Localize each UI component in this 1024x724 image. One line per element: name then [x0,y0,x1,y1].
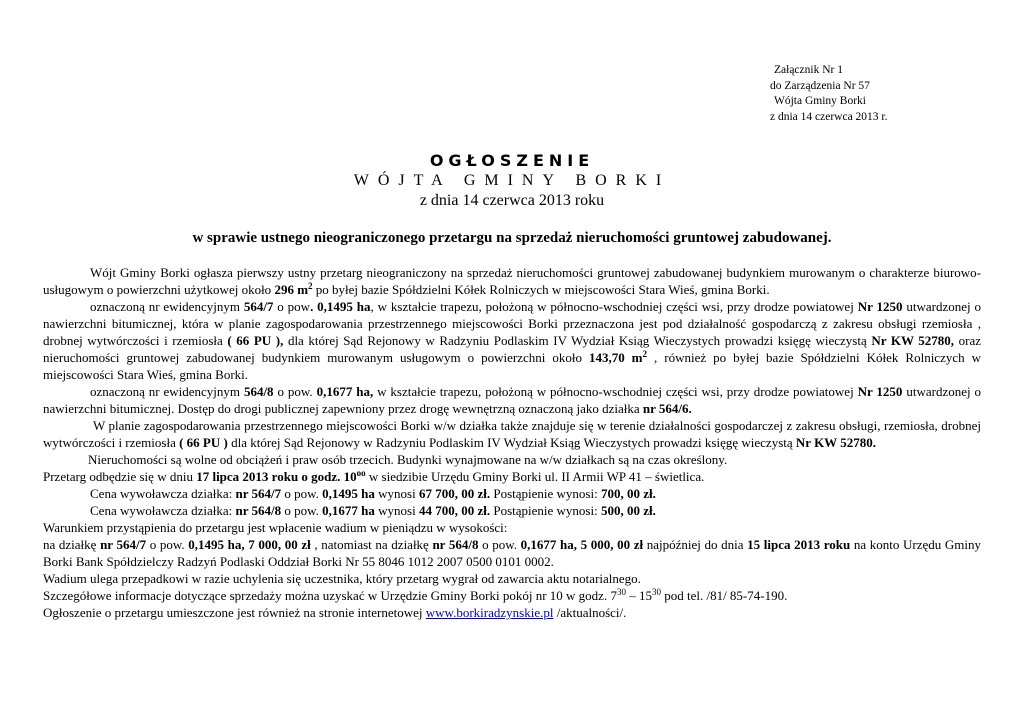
document-subtitle: WÓJTA GMINY BORKI [353,172,671,189]
annex-line-2: do Zarządzenia Nr 57 [770,79,870,92]
paragraph-intro: Wójt Gminy Borki ogłasza pierwszy ustny przetarg nieograniczony na sprzedaż nieruchomości gruntowej zabudowanej budynkiem murowanym o charakterze biurowo-usługowym o powierzchni użytkowej około 296 $m^2$ po byłej bazie Spółdzielni Kółek Rolniczych w miejscowości Stara Wieś, gmina Borki. [43,265,981,297]
paragraph-auction-date: Przetarg odbędzie się w dniu 17 lipca 2013 roku o godz. $10^{oo}$ w siedzibie Urzędu Gminy Borki ul. II Armii WP 41 – świetlica. [43,468,705,484]
annex-block [770,63,888,125]
paragraph-website: Ogłoszenie o przetargu umieszczone jest również na stronie internetowej www.borkiradzynskie.pl /aktualności/. [43,605,627,620]
paragraph-parcel-564-8: oznaczoną nr ewidencyjnym 564/8 o pow. 0,1677 ha, w kształcie trapezu, położoną w północno-wschodniej części wsi, przy drodze powiatowej Nr 1250 utwardzonej o nawierzchni bitumicznej. Dostęp do drogi publicznej zapewniony przez drogę wewnętrzną oznaczoną jako działka nr 564/6. [43,384,981,416]
annex-line-3: Wójta Gminy Borki [774,95,866,107]
paragraph-price-564-8: Cena wywoławcza działka: nr 564/8 o pow. 0,1677 ha wynosi 44 700, 00 zł. Postąpienie wynosi: 500, 00 zł. [90,503,656,518]
document-date: z dnia 14 czerwca 2013 roku [419,192,605,209]
annex-line-1: Załącznik Nr 1 [774,64,843,76]
document-title: OGŁOSZENIE [429,151,595,170]
paragraph-encumbrances: Nieruchomości są wolne od obciążeń i praw osób trzecich. Budynki wynajmowane na w/w działkach są na czas określony. [88,452,728,467]
paragraph-parcel-564-7: oznaczoną nr ewidencyjnym 564/7 o pow. 0,1495 ha, w kształcie trapezu, położoną w północno-wschodniej części wsi, przy drodze powiatowej Nr 1250 utwardzonej o nawierzchni bitumicznej, która w planie zagospodarowania przestrzennego miejscowości Borki przeznaczona jest pod działalność gospodarczą z zakresu obsługi rzemiosła , drobnej wytwórczości i rzemiosła ( 66 PU ), dla której Sąd Rejonowy w Radzyniu Podlaskim IV Wydział Ksiąg Wieczystych prowadzi księgę wieczystą Nr KW 52780, oraz nieruchomości gruntowej zabudowanej budynkiem murowanym usługowym o powierzchni około 143,70 $m^2$ , również po byłej bazie Spółdzielni Kółek Rolniczych w miejscowości Stara Wieś, gmina Borki. [43,299,981,382]
annex-line-4: z dnia 14 czerwca 2013 r. [770,110,888,123]
paragraph-zoning: W planie zagospodarowania przestrzennego miejscowości Borki w/w działka także znajduje się w terenie działalności gospodarczej z zakresu obsługi, rzemiosła, drobnej wytwórczości i rzemiosła ( 66 PU ) dla której Sąd Rejonowy w Radzyniu Podlaskim IV Wydział Ksiąg Wieczystych prowadzi księgę wieczystą Nr KW 52780. [43,418,981,450]
document-body [43,264,981,621]
document-subject: w sprawie ustnego nieograniczonego przetargu na sprzedaż nieruchomości gruntowej zabudowanej. [192,230,832,246]
website-link[interactable]: www.borkiradzynskie.pl [425,605,554,620]
paragraph-deposit-forfeit: Wadium ulega przepadkowi w razie uchylenia się uczestnika, który przetarg wygrał od zawarcia aktu notarialnego. [43,571,641,586]
paragraph-deposit-amounts: na działkę nr 564/7 o pow. 0,1495 ha, 7 000, 00 zł , natomiast na działkę nr 564/8 o pow. 0,1677 ha, 5 000, 00 zł najpóźniej do dnia 15 lipca 2013 roku na konto Urzędu Gminy Borki Bank Spółdzielczy Radzyń Podlaski Oddział Borki Nr 55 8046 1012 2007 0500 0101 0002. [43,537,981,569]
paragraph-contact-info: Szczegółowe informacje dotyczące sprzedaży można uzyskać w Urzędzie Gminy Borki pokój nr 10 w godz. $7^{30} - 15^{30}$ pod tel. /81/ 85-74-190. [43,587,788,603]
paragraph-deposit-condition: Warunkiem przystąpienia do przetargu jest wpłacenie wadium w pieniądzu w wysokości: [43,520,508,535]
paragraph-price-564-7: Cena wywoławcza działka: nr 564/7 o pow. 0,1495 ha wynosi 67 700, 00 zł. Postąpienie wynosi: 700, 00 zł. [90,486,656,501]
